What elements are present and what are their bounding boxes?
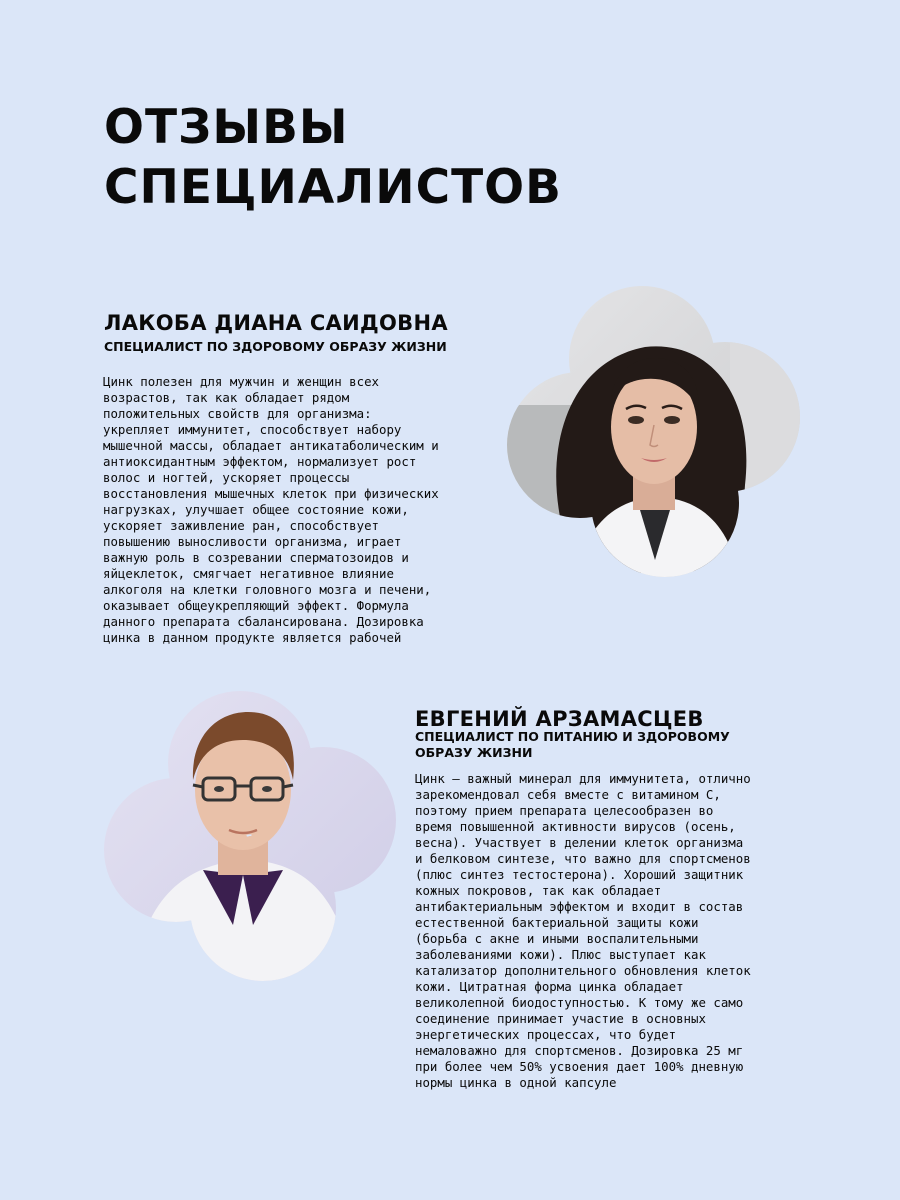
specialist-role-line-1: СПЕЦИАЛИСТ ПО ПИТАНИЮ И ЗДОРОВОМУ [415, 729, 730, 744]
specialist-name: ЕВГЕНИЙ АРЗАМАСЦЕВ [415, 707, 704, 731]
specialist-photo [505, 285, 801, 580]
review-text: Цинк — важный минерал для иммунитета, отлично зарекомендовал себя вместе с витамином С, поэтому прием препарата целесообразен во время повышенной активности вирусов (осень, весна). Участвует в делении клеток организма и белковом синтезе, что важно для спортсменов (плюс синтез тестостерона). Хороший защитник кожных покровов, так как обладает антибактериальным эффектом и входит в состав естественной бактериальной защиты кожи (борьба с акне и иными воспалительными заболеваниями кожи). Плюс выступает как катализатор дополнительного обновления клеток кожи. Цитратная форма цинка обладает великолепной биодоступностью. К тому же само соединение принимает участие в основных энергетических процессах, что будет немаловажно для спортсменов. Дозировка 25 мг при более чем 50% усвоения дает 100% дневную нормы цинка в одной капсуле [415, 771, 751, 1090]
specialist-photo [103, 690, 399, 982]
page-title-line-2: СПЕЦИАЛИСТОВ [104, 160, 562, 215]
page-title-line-1: ОТЗЫВЫ [104, 100, 349, 155]
specialist-role: СПЕЦИАЛИСТ ПО ЗДОРОВОМУ ОБРАЗУ ЖИЗНИ [104, 339, 447, 354]
specialist-role-line-2: ОБРАЗУ ЖИЗНИ [415, 745, 533, 760]
review-text: Цинк полезен для мужчин и женщин всех возрастов, так как обладает рядом положительных свойств для организма: укрепляет иммунитет, способствует набору мышечной массы, обладает антикатаболическим и антиоксидантным эффектом, нормализует рост волос и ногтей, ускоряет процессы восстановления мышечных клеток при физических нагрузках, улучшает общее состояние кожи, ускоряет заживление ран, способствует повышению выносливости организма, играет важную роль в созревании сперматозоидов и яйцеклеток, смягчает негативное влияние алкоголя на клетки головного мозга и печени, оказывает общеукрепляющий эффект. Формула данного препарата сбалансирована. Дозировка цинка в данном продукте является рабочей [103, 374, 439, 645]
specialist-name: ЛАКОБА ДИАНА САИДОВНА [104, 311, 448, 335]
specialist-role [415, 729, 730, 761]
page-title [104, 98, 562, 218]
